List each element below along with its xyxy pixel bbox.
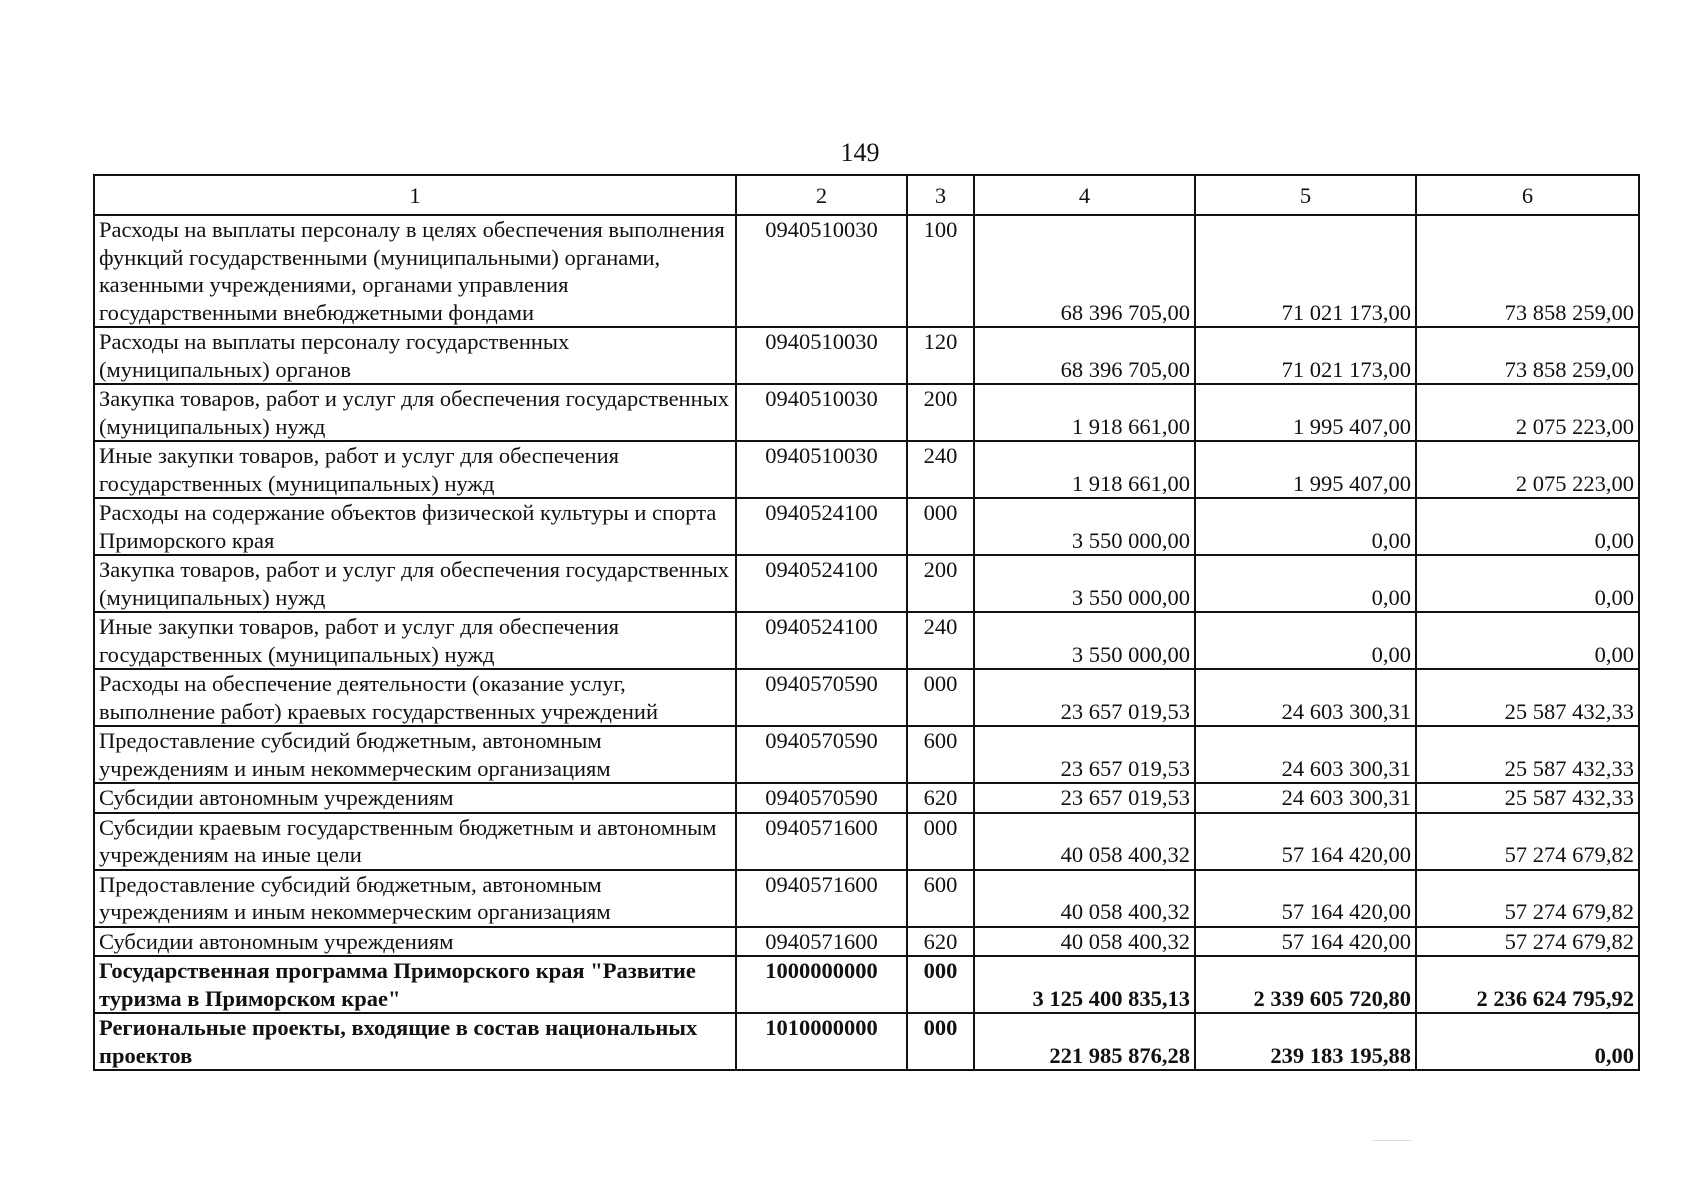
row-code-cell: 0940510030: [736, 215, 907, 327]
row-amount-year2-cell: 239 183 195,88: [1195, 1013, 1416, 1070]
row-amount-year3-cell: 25 587 432,33: [1416, 726, 1639, 783]
row-amount-year3-cell: 0,00: [1416, 1013, 1639, 1070]
row-code-cell: 0940570590: [736, 669, 907, 726]
row-type-cell: 620: [907, 783, 974, 813]
row-type-cell: 000: [907, 956, 974, 1013]
row-name-cell: Иные закупки товаров, работ и услуг для обеспечения государственных (муниципальных) нужд: [94, 441, 736, 498]
row-amount-year3-cell: 0,00: [1416, 555, 1639, 612]
row-amount-year3-cell: 57 274 679,82: [1416, 813, 1639, 870]
row-code-cell: 0940510030: [736, 441, 907, 498]
row-amount-year3-cell: 2 236 624 795,92: [1416, 956, 1639, 1013]
row-name-cell: Расходы на обеспечение деятельности (оказание услуг, выполнение работ) краевых государственных учреждений: [94, 669, 736, 726]
row-amount-year1-cell: 3 550 000,00: [974, 612, 1195, 669]
row-amount-year3-cell: 25 587 432,33: [1416, 669, 1639, 726]
row-name-cell: Закупка товаров, работ и услуг для обеспечения государственных (муниципальных) нужд: [94, 555, 736, 612]
row-name-cell: Предоставление субсидий бюджетным, автономным учреждениям и иным некоммерческим организациям: [94, 870, 736, 927]
row-amount-year2-cell: 24 603 300,31: [1195, 783, 1416, 813]
row-amount-year3-cell: 73 858 259,00: [1416, 327, 1639, 384]
row-amount-year1-cell: 23 657 019,53: [974, 726, 1195, 783]
row-amount-year2-cell: 24 603 300,31: [1195, 726, 1416, 783]
row-type-cell: 000: [907, 813, 974, 870]
row-code-cell: 0940571600: [736, 927, 907, 957]
row-amount-year2-cell: 57 164 420,00: [1195, 813, 1416, 870]
row-amount-year1-cell: 23 657 019,53: [974, 783, 1195, 813]
row-code-cell: 0940570590: [736, 726, 907, 783]
table-row: [94, 441, 1639, 498]
table-row: [94, 327, 1639, 384]
header-col-5: 5: [1195, 175, 1416, 215]
table-row: [94, 215, 1639, 327]
row-amount-year3-cell: 2 075 223,00: [1416, 384, 1639, 441]
row-amount-year2-cell: 1 995 407,00: [1195, 441, 1416, 498]
row-amount-year3-cell: 2 075 223,00: [1416, 441, 1639, 498]
table-row: [94, 669, 1639, 726]
row-amount-year1-cell: 68 396 705,00: [974, 327, 1195, 384]
row-type-cell: 000: [907, 498, 974, 555]
row-amount-year2-cell: 71 021 173,00: [1195, 327, 1416, 384]
row-amount-year3-cell: 57 274 679,82: [1416, 927, 1639, 957]
row-code-cell: 0940524100: [736, 612, 907, 669]
table-row: [94, 384, 1639, 441]
row-type-cell: 600: [907, 870, 974, 927]
row-amount-year2-cell: 71 021 173,00: [1195, 215, 1416, 327]
row-amount-year1-cell: 3 550 000,00: [974, 498, 1195, 555]
header-col-2: 2: [736, 175, 907, 215]
table-row: [94, 1013, 1639, 1070]
row-code-cell: 0940524100: [736, 498, 907, 555]
row-amount-year1-cell: 3 550 000,00: [974, 555, 1195, 612]
row-name-cell: Иные закупки товаров, работ и услуг для обеспечения государственных (муниципальных) нужд: [94, 612, 736, 669]
row-type-cell: 600: [907, 726, 974, 783]
row-name-cell: Субсидии краевым государственным бюджетным и автономным учреждениям на иные цели: [94, 813, 736, 870]
table-row: [94, 956, 1639, 1013]
row-type-cell: 200: [907, 555, 974, 612]
row-amount-year3-cell: 0,00: [1416, 498, 1639, 555]
row-name-cell: Расходы на содержание объектов физической культуры и спорта Приморского края: [94, 498, 736, 555]
row-amount-year2-cell: 0,00: [1195, 555, 1416, 612]
row-code-cell: 1000000000: [736, 956, 907, 1013]
row-amount-year2-cell: 1 995 407,00: [1195, 384, 1416, 441]
header-col-4: 4: [974, 175, 1195, 215]
row-type-cell: 240: [907, 441, 974, 498]
row-name-cell: Субсидии автономным учреждениям: [94, 927, 736, 957]
row-code-cell: 0940510030: [736, 327, 907, 384]
row-name-cell: Региональные проекты, входящие в состав национальных проектов: [94, 1013, 736, 1070]
row-amount-year1-cell: 40 058 400,32: [974, 870, 1195, 927]
header-col-6: 6: [1416, 175, 1639, 215]
row-code-cell: 0940570590: [736, 783, 907, 813]
table-row: [94, 870, 1639, 927]
row-name-cell: Субсидии автономным учреждениям: [94, 783, 736, 813]
row-amount-year1-cell: 3 125 400 835,13: [974, 956, 1195, 1013]
row-amount-year1-cell: 221 985 876,28: [974, 1013, 1195, 1070]
row-amount-year2-cell: 0,00: [1195, 498, 1416, 555]
row-amount-year3-cell: 25 587 432,33: [1416, 783, 1639, 813]
row-name-cell: Расходы на выплаты персоналу государственных (муниципальных) органов: [94, 327, 736, 384]
row-amount-year2-cell: 2 339 605 720,80: [1195, 956, 1416, 1013]
header-col-1: 1: [94, 175, 736, 215]
row-type-cell: 620: [907, 927, 974, 957]
budget-table: [93, 174, 1640, 1071]
row-amount-year2-cell: 57 164 420,00: [1195, 927, 1416, 957]
row-amount-year3-cell: 57 274 679,82: [1416, 870, 1639, 927]
row-amount-year3-cell: 73 858 259,00: [1416, 215, 1639, 327]
table-row: [94, 927, 1639, 957]
row-amount-year2-cell: 24 603 300,31: [1195, 669, 1416, 726]
row-type-cell: 240: [907, 612, 974, 669]
row-code-cell: 0940571600: [736, 813, 907, 870]
scan-mark: [1372, 1140, 1412, 1141]
table-row: [94, 783, 1639, 813]
row-type-cell: 100: [907, 215, 974, 327]
row-amount-year1-cell: 23 657 019,53: [974, 669, 1195, 726]
header-col-3: 3: [907, 175, 974, 215]
table-row: [94, 555, 1639, 612]
row-type-cell: 000: [907, 1013, 974, 1070]
row-amount-year1-cell: 40 058 400,32: [974, 927, 1195, 957]
row-type-cell: 000: [907, 669, 974, 726]
row-amount-year1-cell: 68 396 705,00: [974, 215, 1195, 327]
row-type-cell: 120: [907, 327, 974, 384]
row-amount-year1-cell: 40 058 400,32: [974, 813, 1195, 870]
table-row: [94, 726, 1639, 783]
row-type-cell: 200: [907, 384, 974, 441]
table-header-row: [94, 175, 1639, 215]
row-code-cell: 0940510030: [736, 384, 907, 441]
row-name-cell: Предоставление субсидий бюджетным, автономным учреждениям и иным некоммерческим организациям: [94, 726, 736, 783]
row-amount-year1-cell: 1 918 661,00: [974, 384, 1195, 441]
row-code-cell: 0940571600: [736, 870, 907, 927]
row-code-cell: 1010000000: [736, 1013, 907, 1070]
table-row: [94, 498, 1639, 555]
row-amount-year3-cell: 0,00: [1416, 612, 1639, 669]
row-amount-year1-cell: 1 918 661,00: [974, 441, 1195, 498]
row-amount-year2-cell: 57 164 420,00: [1195, 870, 1416, 927]
row-name-cell: Закупка товаров, работ и услуг для обеспечения государственных (муниципальных) нужд: [94, 384, 736, 441]
row-code-cell: 0940524100: [736, 555, 907, 612]
page-number: 149: [840, 138, 880, 167]
table-row: [94, 813, 1639, 870]
table-row: [94, 612, 1639, 669]
row-name-cell: Государственная программа Приморского края "Развитие туризма в Приморском крае": [94, 956, 736, 1013]
row-name-cell: Расходы на выплаты персоналу в целях обеспечения выполнения функций государственными (муниципальными) органами, казенными учреждениями, органами управления государственными внебюджетными фондами: [94, 215, 736, 327]
row-amount-year2-cell: 0,00: [1195, 612, 1416, 669]
